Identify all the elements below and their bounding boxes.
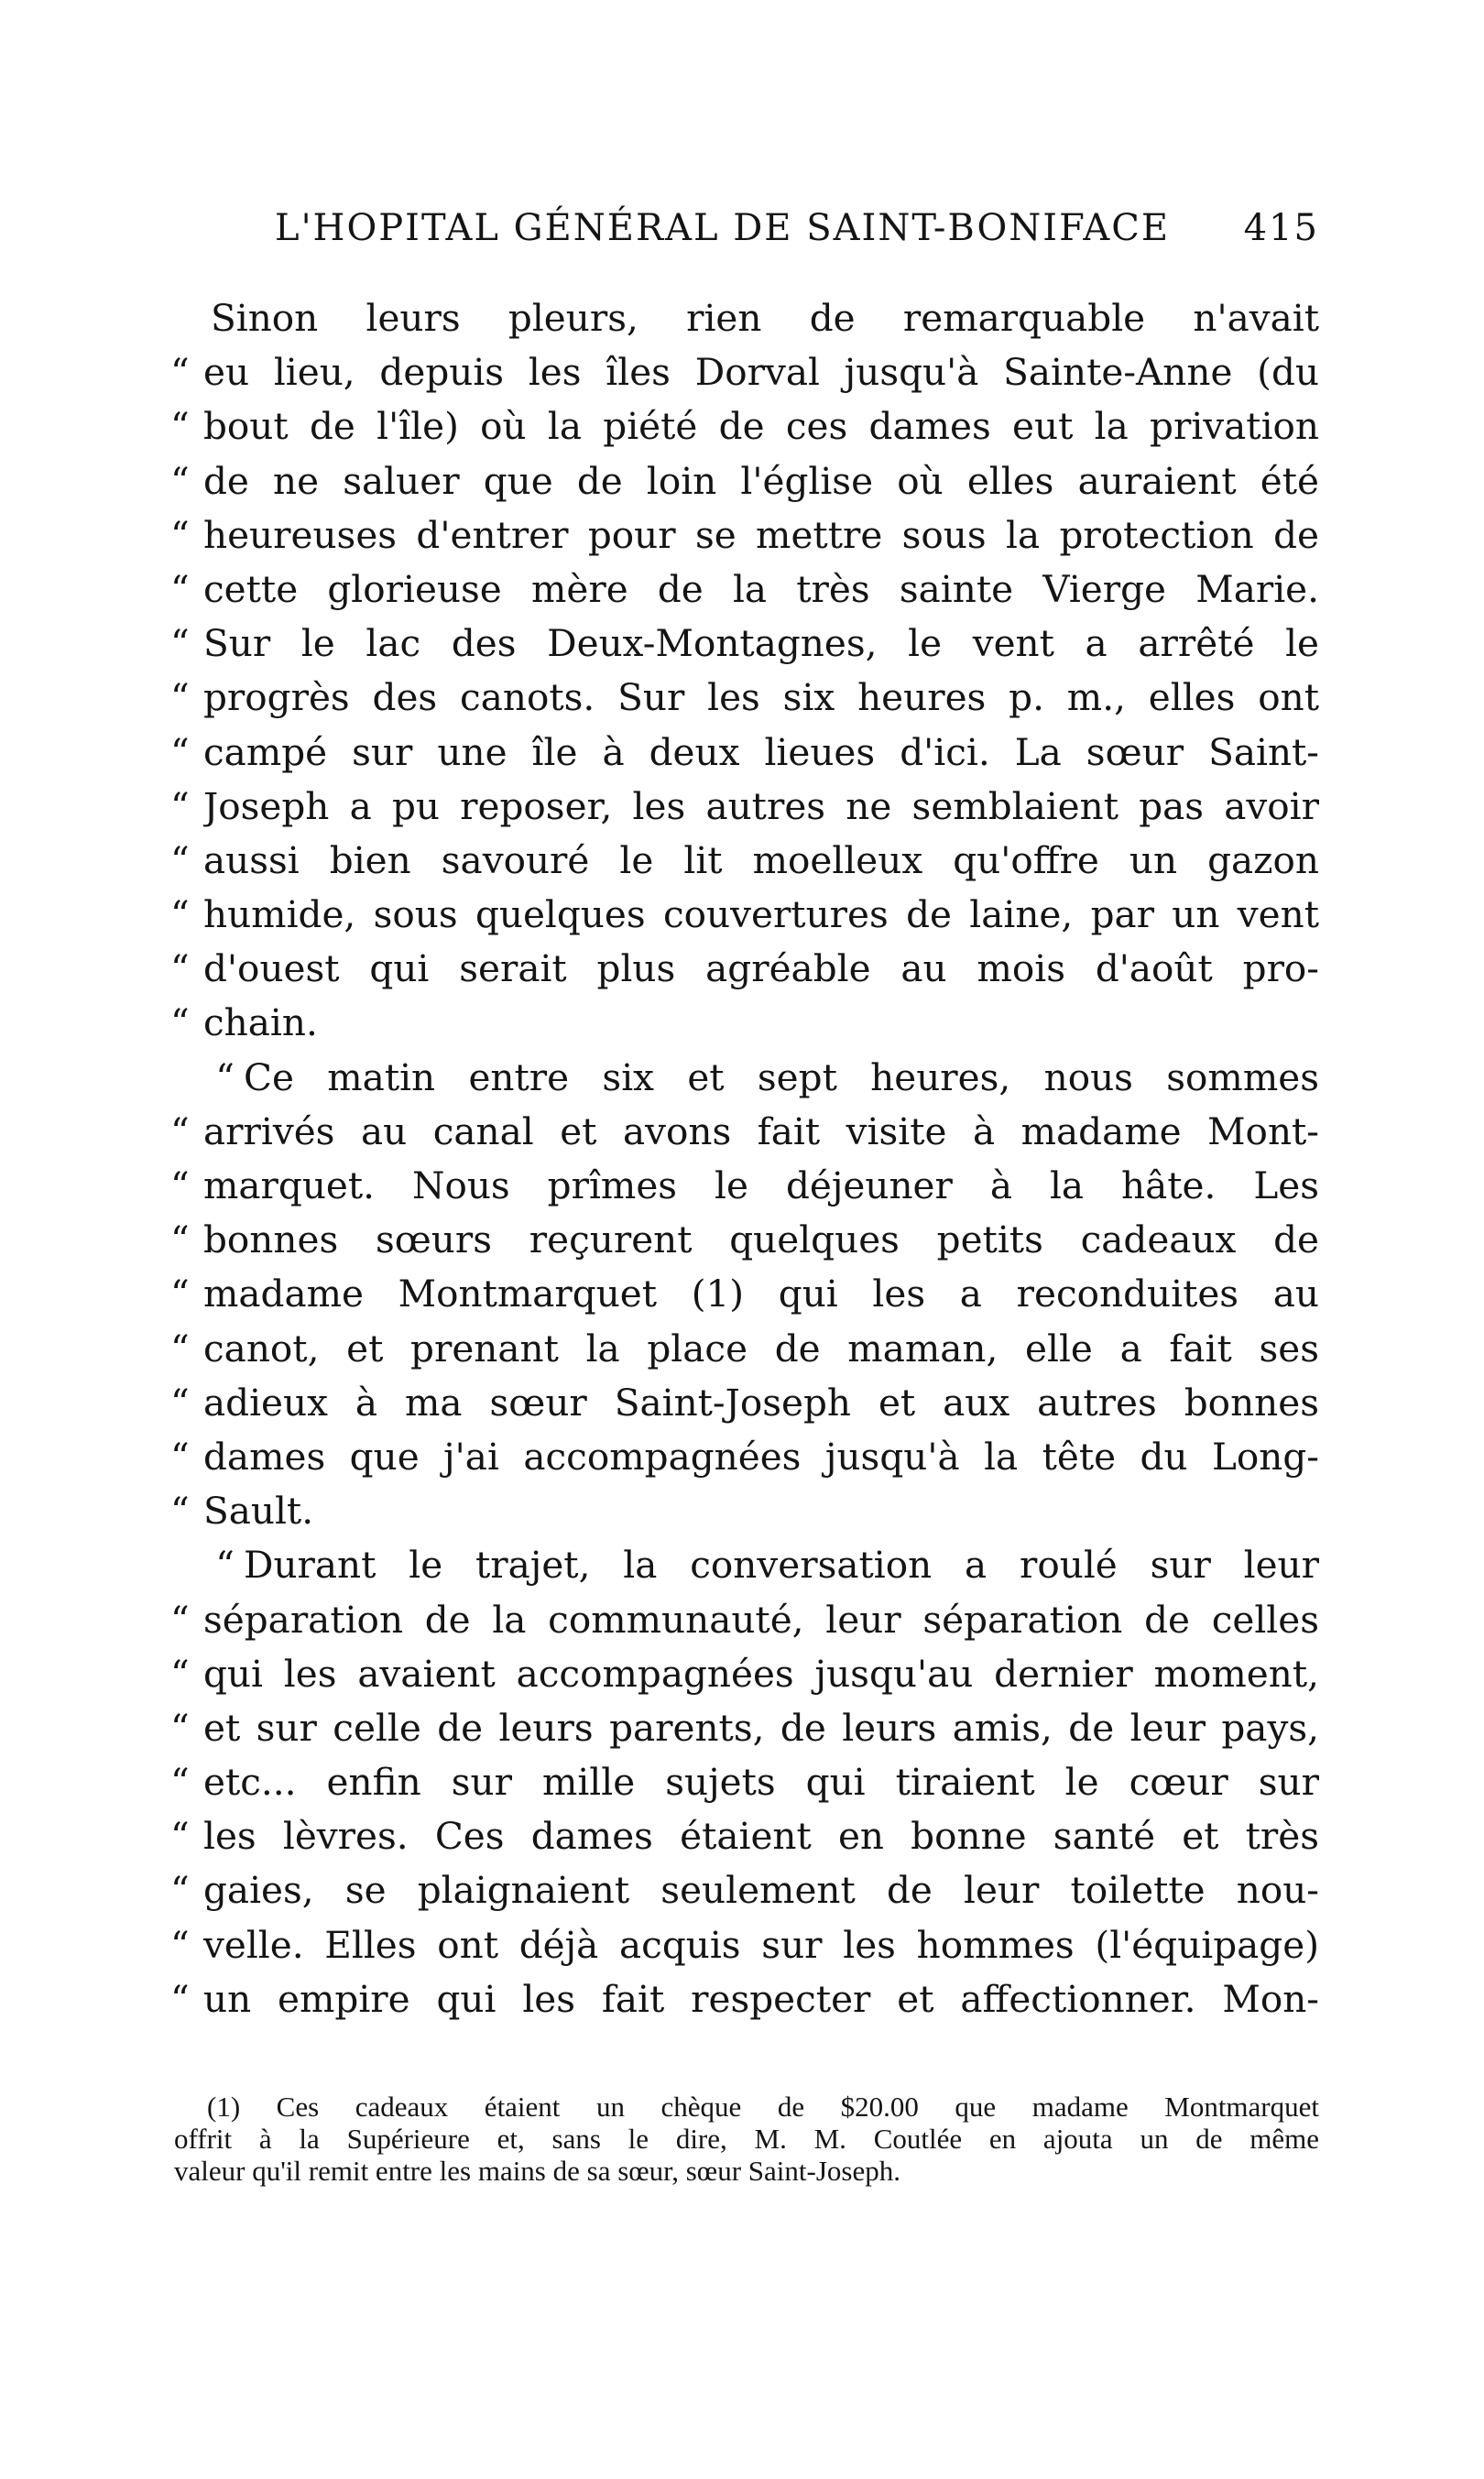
text-line: “ chain. — [170, 996, 1319, 1050]
open-quote: “ — [170, 892, 190, 937]
open-quote: “ — [170, 1434, 190, 1479]
text-line: “ progrès des canots. Sur les six heures p. m., elles ont — [170, 671, 1319, 725]
open-quote: “ — [170, 512, 190, 557]
text-line: “ marquet. Nous prîmes le déjeuner à la hâte. Les — [170, 1159, 1319, 1213]
text-line: “ canot, et prenant la place de maman, elle a fait ses — [170, 1322, 1319, 1376]
text-line: “ et sur celle de leurs parents, de leurs amis, de leur pays, — [170, 1701, 1319, 1755]
running-title: L'HOPITAL GÉNÉRAL DE SAINT-BONIFACE — [275, 207, 1171, 249]
text-line: “ de ne saluer que de loin l'église où elles auraient été — [170, 454, 1319, 508]
open-quote: “ — [170, 1760, 190, 1805]
open-quote: “ — [170, 1705, 190, 1750]
footnote-line: valeur qu'il remit entre les mains de sa sœur, sœur Saint-Joseph. — [174, 2155, 900, 2187]
text-line: “ eu lieu, depuis les îles Dorval jusqu'à Sainte-Anne (du — [170, 345, 1319, 399]
open-quote: “ — [170, 675, 190, 720]
text-line: “ gaies, se plaignaient seulement de leur toilette nou- — [170, 1863, 1319, 1917]
text-line: “ Durant le trajet, la conversation a roulé sur leur — [170, 1538, 1319, 1592]
open-quote: “ — [170, 1597, 190, 1642]
open-quote: “ — [170, 1922, 190, 1967]
text-line: “ Ce matin entre six et sept heures, nous sommes — [170, 1051, 1319, 1105]
open-quote: “ — [170, 729, 190, 774]
text-line: “ humide, sous quelques couvertures de laine, par un vent — [170, 888, 1319, 942]
open-quote: “ — [215, 1054, 235, 1099]
footnote-line: offrit à la Supérieure et, sans le dire, M. M. Coutlée en ajouta un de même — [174, 2123, 1319, 2155]
open-quote: “ — [170, 458, 190, 503]
body-text — [170, 291, 1319, 2026]
page-number: 415 — [1243, 207, 1319, 249]
text-line: “ d'ouest qui serait plus agréable au mois d'août pro- — [170, 942, 1319, 996]
open-quote: “ — [170, 1976, 190, 2021]
open-quote: “ — [170, 837, 190, 882]
text-line: “ arrivés au canal et avons fait visite à madame Mont- — [170, 1105, 1319, 1159]
open-quote: “ — [170, 1218, 190, 1262]
open-quote: “ — [170, 404, 190, 449]
text-line: “ séparation de la communauté, leur séparation de celles — [170, 1593, 1319, 1647]
open-quote: “ — [170, 1000, 190, 1045]
text-line: “ qui les avaient accompagnées jusqu'au dernier moment, — [170, 1647, 1319, 1701]
open-quote: “ — [215, 1543, 235, 1588]
open-quote: “ — [170, 783, 190, 828]
open-quote: “ — [170, 1272, 190, 1316]
text-line: “ cette glorieuse mère de la très sainte Vierge Marie. — [170, 562, 1319, 617]
footnote-line: (1) Ces cadeaux étaient un chèque de $20.00 que madame Montmarquet — [207, 2091, 1319, 2123]
text-line: Sinon leurs pleurs, rien de remarquable n'avait — [211, 296, 1319, 340]
text-line: “ Sault. — [170, 1484, 1319, 1538]
open-quote: “ — [170, 1489, 190, 1534]
open-quote: “ — [170, 621, 190, 666]
open-quote: “ — [170, 1163, 190, 1207]
open-quote: “ — [170, 1651, 190, 1696]
open-quote: “ — [170, 1380, 190, 1425]
text-line: “ aussi bien savouré le lit moelleux qu'offre un gazon — [170, 834, 1319, 888]
open-quote: “ — [170, 350, 190, 395]
footnote — [174, 2091, 1319, 2187]
open-quote: “ — [170, 1868, 190, 1913]
text-line: “ adieux à ma sœur Saint-Joseph et aux autres bonnes — [170, 1376, 1319, 1430]
text-line: “ bout de l'île) où la piété de ces dames eut la privation — [170, 399, 1319, 453]
open-quote: “ — [170, 1326, 190, 1371]
text-line: “ les lèvres. Ces dames étaient en bonne santé et très — [170, 1809, 1319, 1863]
running-header — [275, 207, 1319, 262]
open-quote: “ — [170, 1814, 190, 1859]
open-quote: “ — [170, 566, 190, 611]
text-line: “ etc... enfin sur mille sujets qui tiraient le cœur sur — [170, 1755, 1319, 1809]
text-line: “ un empire qui les fait respecter et affectionner. Mon- — [170, 1972, 1319, 2026]
open-quote: “ — [170, 946, 190, 991]
text-line: “ Sur le lac des Deux-Montagnes, le vent a arrêté le — [170, 617, 1319, 671]
text-line: “ madame Montmarquet (1) qui les a reconduites au — [170, 1267, 1319, 1321]
text-line: “ Joseph a pu reposer, les autres ne semblaient pas avoir — [170, 780, 1319, 834]
text-line: “ heureuses d'entrer pour se mettre sous la protection de — [170, 508, 1319, 562]
text-line: “ bonnes sœurs reçurent quelques petits cadeaux de — [170, 1213, 1319, 1267]
text-line: “ campé sur une île à deux lieues d'ici. La sœur Saint- — [170, 726, 1319, 780]
text-line: “ dames que j'ai accompagnées jusqu'à la tête du Long- — [170, 1430, 1319, 1484]
open-quote: “ — [170, 1108, 190, 1153]
text-line: “ velle. Elles ont déjà acquis sur les hommes (l'équipage) — [170, 1918, 1319, 1972]
